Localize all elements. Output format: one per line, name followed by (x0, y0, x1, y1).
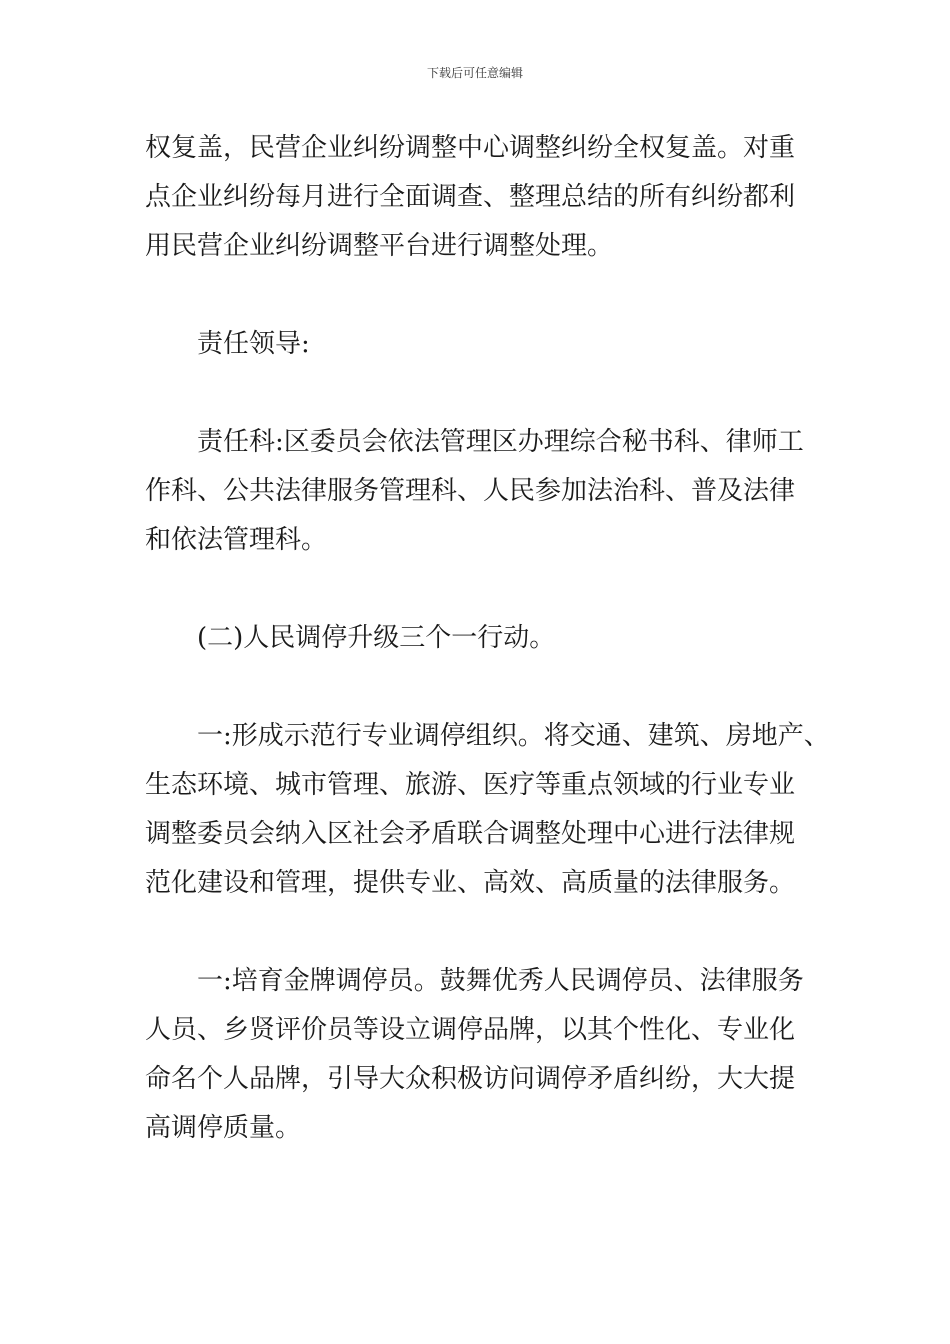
paragraph-line: 一:形成示范行专业调停组织。将交通、建筑、房地产、 (197, 721, 830, 751)
paragraph-line: 点企业纠纷每月进行全面调查、整理总结的所有纠纷都利 (145, 182, 796, 212)
paragraph-coverage (145, 124, 813, 271)
paragraph-line: 高调停质量。 (145, 1113, 302, 1143)
paragraph-gap (145, 908, 813, 957)
paragraph-line: 生态环境、城市管理、旅游、医疗等重点领域的行业专业 (145, 770, 796, 800)
paragraph-gap (145, 271, 813, 320)
paragraph-line: 人员、乡贤评价员等设立调停品牌，以其个性化、专业化 (145, 1015, 796, 1045)
paragraph-gap (145, 565, 813, 614)
paragraph-line: 责任科:区委员会依法管理区办理综合秘书科、律师工 (197, 427, 804, 457)
paragraph-line: 范化建设和管理，提供专业、高效、高质量的法律服务。 (145, 868, 796, 898)
paragraph-gold-mediator (145, 957, 813, 1153)
paragraph-line: 用民营企业纠纷调整平台进行调整处理。 (145, 231, 614, 261)
paragraph-responsible-leader (145, 320, 813, 369)
paragraph-model-organization (145, 712, 830, 908)
paragraph-gap (145, 369, 813, 418)
document-body (145, 124, 830, 1153)
paragraph-line: 和依法管理科。 (145, 525, 328, 555)
paragraph-responsible-section (145, 418, 813, 565)
paragraph-line: 责任领导: (197, 329, 310, 359)
paragraph-section-heading (145, 614, 813, 663)
paragraph-line: 作科、公共法律服务管理科、人民参加法治科、普及法律 (145, 476, 796, 506)
paragraph-line: 一:培育金牌调停员。鼓舞优秀人民调停员、法律服务 (197, 966, 804, 996)
paragraph-line: 调整委员会纳入区社会矛盾联合调整处理中心进行法律规 (145, 819, 796, 849)
paragraph-line: 权复盖，民营企业纠纷调整中心调整纠纷全权复盖。对重 (145, 133, 796, 163)
paragraph-gap (145, 663, 813, 712)
paragraph-line: (二)人民调停升级三个一行动。 (197, 623, 556, 653)
paragraph-line: 命名个人品牌，引导大众积极访问调停矛盾纠纷，大大提 (145, 1064, 796, 1094)
page-header: 下载后可任意编辑 (426, 66, 523, 80)
